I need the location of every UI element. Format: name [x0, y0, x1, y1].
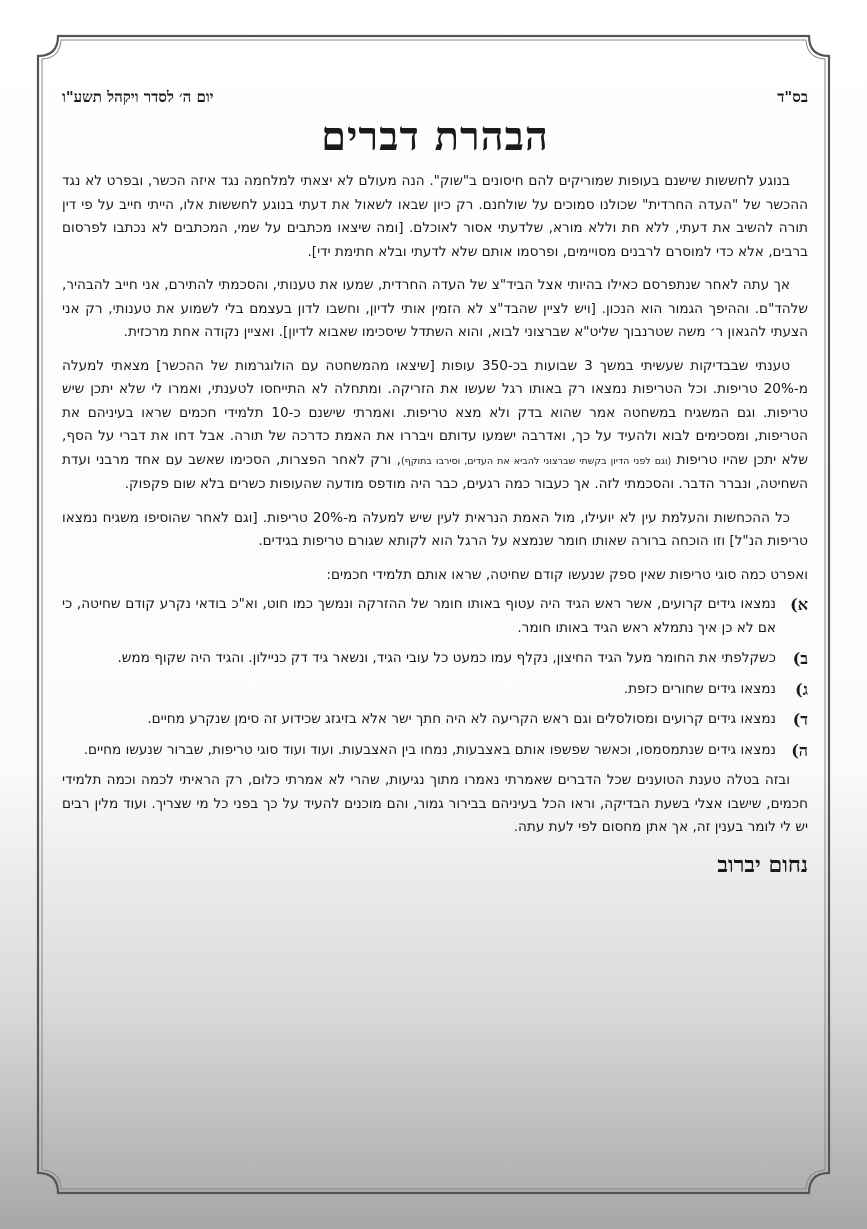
list-lead: ואפרט כמה סוגי טריפות שאין ספק שנעשו קודם שחיטה, שראו אותם תלמידי חכמים:	[326, 566, 808, 583]
list-item-text: נמצאו גידים קרועים, אשר ראש הגיד היה עטוף באותו חומר של ההזרקה ונמשך כמו חוט, וא"כ בודאי נקרע קודם שחיטה, כי אם לא כן איך נתמלא ראש הגיד באותו חומר.	[62, 596, 776, 636]
list-item	[62, 593, 808, 640]
list-marker: ב)	[792, 649, 808, 668]
document-title: הבהרת דברים	[321, 113, 549, 160]
list-item	[62, 647, 808, 671]
list-item	[62, 739, 808, 763]
list-item-text: כשקלפתי את החומר מעל הגיד החיצון, נקלף עמו כמעט כל עובי הגיד, ונשאר גיד דק כניילון. והגיד היה שקוף ממש.	[117, 650, 776, 666]
list-item	[62, 708, 808, 732]
header-row	[62, 88, 808, 112]
header-bsd: בס"ד	[777, 88, 808, 106]
list-marker: ה)	[791, 740, 808, 760]
closing-paragraph: ובזה בטלה טענת הטוענים שכל הדברים שאמרתי נאמרו מתוך נגיעות, שהרי לא אמרתי כלום, רק הראיתי לכמה וכמה תלמידי חכמים, שישבו אצלי בשעת הבדיקה, וראו הכל בעיניהם בבירור גמור, והם מוכנים להעיד על כך בפני כל מי שצריך. ועוד מלין רבים יש לי לומר בענין זה, אך אתן מחסום לפי לעת עתה.	[62, 772, 808, 835]
paragraph-2: אך עתה לאחר שנתפרסם כאילו בהיותי אצל הביד"צ של העדה החרדית, שמעו את טענותי, והסכמתי להתירם, אני חייב להבהיר, שלהד"ם. וההיפך הגמור הוא הנכון. [ויש לציין שהבד"צ לא הזמין אותי לדיון, וחשבו לדון בעצמם בלי לשמוע את טענותי, רק אני הצעתי להגאון ר׳ משה שטרנבוך שליט"א שברצוני לבוא, והוא השתדל שיסכימו שאבוא לדיון]. ואציין נקודה אחת מרכזית.	[62, 277, 808, 340]
document-body	[62, 170, 808, 880]
paragraph-1: בנוגע לחששות שישנם בעופות שמוריקים להם חיסונים ב"שוק". הנה מעולם לא יצאתי למלחמה נגד איזה הכשר, ובפרט לא נגד ההכשר של "העדה החרדית" שכולנו סמוכים על שולחנם. רק כיון שבאו לשאול את דעתי בנוגע לחששות אלו, הייתי חייב על פי דין תורה להשיב את דעתי, ללא חת וללא מורא, שלדעתי אסור לאוכלם. [ומה שיצאו מכתבים על שמי, המכתבים לא נכתבו לפרסום ברבים, אלא כדי למוסרם לרבנים מסויימים, ופרסמו אותם שלא לדעתי ובלא חתימת ידי].	[62, 173, 808, 260]
header-date: יום ה׳ לסדר ויקהל תשע"ו	[62, 88, 214, 106]
paragraph-3-part-a: טענתי שבבדיקות שעשיתי במשך 3 שבועות בכ-350 עופות [שיצאו מהמשחטה עם הולוגרמות של ההכשר] מצאתי למעלה מ-20% טריפות. וכל הטריפות נמצאו רק באותו רגל שעשו את הזריקה. ומתחלה לא התייחסו לטענתי, ואמרו לי שלא יתכן שיש טריפות. וגם המשגיח במשחטה אמר שהוא בדק ולא מצא טריפות. ואמרתי שישנם כ-10 תלמידי חכמים שראו בעיניהם את הטריפות, ומסכימים לבוא ולהעיד על כך, ואדרבה ישמעו עדותם ויבררו את האמת כדרכה של תורה. אבל דחו את דברי על הסף, שלא יתכן שהיו טריפות	[62, 357, 808, 468]
paragraph-3-part-b: , ורק לאחר הפצרות, הסכימו שאשב עם אחד מרבני ועדת השחיטה, ונברר הדבר. והסכמתי לזה. אך כעבור כמה רגעים, כבר היה מודפס מודעה שהעופות כשרים בלא שום פקפוק.	[62, 451, 808, 492]
signature: נחום יברוב	[717, 851, 808, 878]
paragraph-3	[62, 355, 808, 497]
paragraph-3-small-note: (וגם לפני הדיון בקשתי שברצוני להביא את העדים, וסירבו בתוקף)	[400, 455, 672, 467]
list-marker: ג)	[795, 679, 808, 699]
document-page	[62, 60, 808, 1170]
list-marker: ד)	[792, 710, 808, 729]
list-marker: א)	[790, 595, 808, 614]
list-item-text: נמצאו גידים שנתמסמסו, וכאשר שפשפו אותם באצבעות, נמחו בין האצבעות. ועוד ועוד סוגי טריפות, שברור שנעשו מחיים.	[83, 741, 776, 758]
list-item	[62, 678, 808, 702]
list-item-text: נמצאו גידים שחורים כזפת.	[623, 680, 776, 697]
paragraph-4: כל ההכחשות והעלמת עין לא יועילו, מול האמת הנראית לעין שיש למעלה מ-20% טריפות. [וגם לאחר שהוסיפו משגיח נמצאו טריפות הנ"ל] וזו הוכחה ברורה שאותו חומר שנמצא על הרגל הוא לקותא שגורם טריפות בגידים.	[62, 509, 808, 549]
list-item-text: נמצאו גידים קרועים ומסולסלים וגם ראש הקריעה לא היה חתך ישר אלא בזיגזג שכידוע זה סימן שנקרע מחיים.	[147, 711, 776, 727]
